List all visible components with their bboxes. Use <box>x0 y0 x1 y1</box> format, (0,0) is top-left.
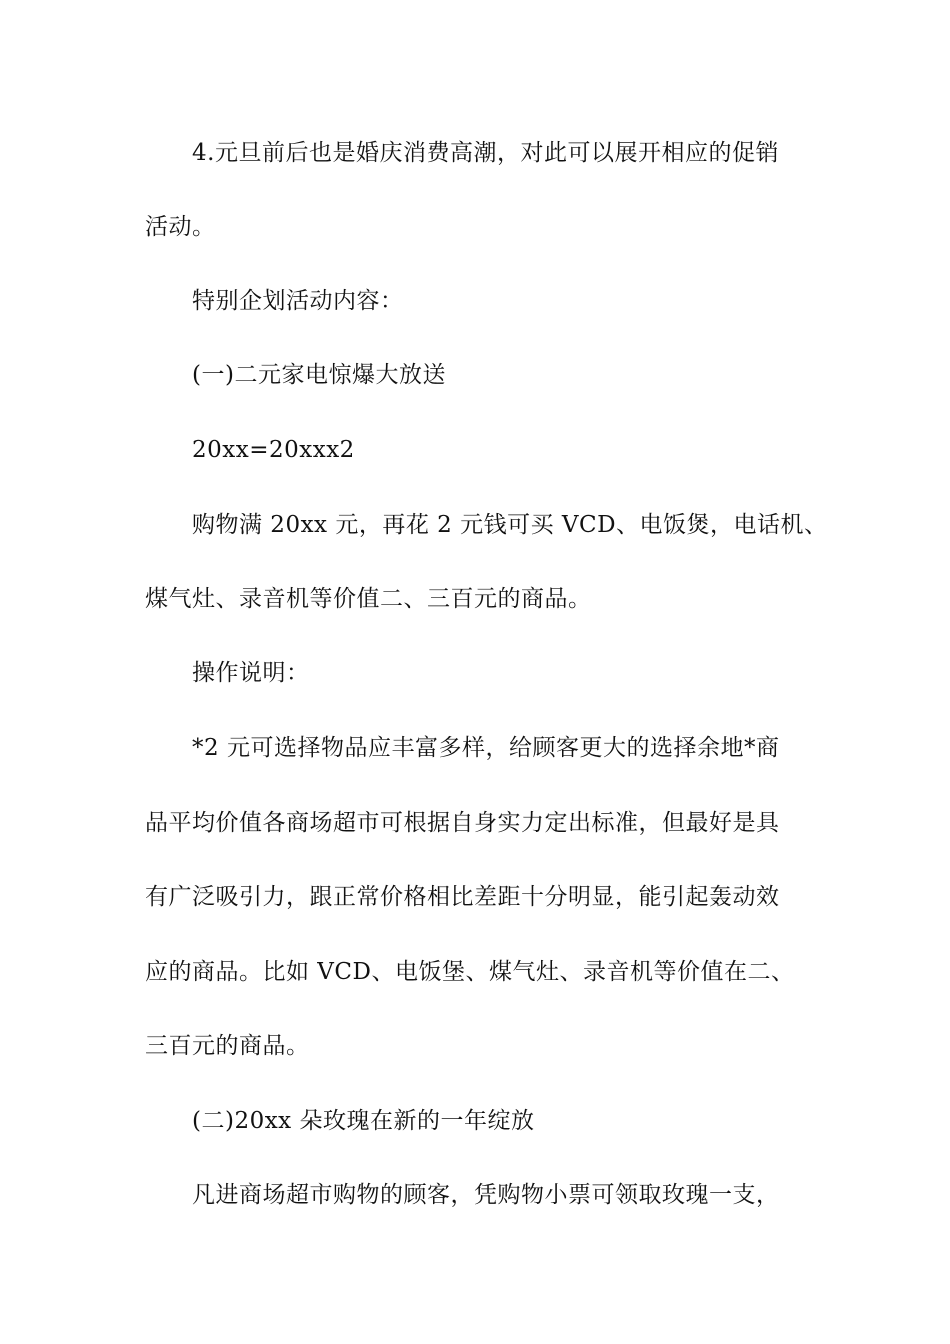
paragraph-line: 20xx=20xxx2 <box>192 437 355 463</box>
section-heading: (一)二元家电惊爆大放送 <box>192 362 446 388</box>
section-heading: (二)20xx 朵玫瑰在新的一年绽放 <box>192 1108 535 1134</box>
paragraph-line: 活动。 <box>145 214 216 240</box>
paragraph-line: 4.元旦前后也是婚庆消费高潮，对此可以展开相应的促销 <box>192 140 779 166</box>
paragraph-line: 应的商品。比如 VCD、电饭堡、煤气灶、录音机等价值在二、 <box>145 959 795 985</box>
paragraph-line: *2 元可选择物品应丰富多样，给顾客更大的选择余地*商 <box>192 735 780 761</box>
paragraph-line: 有广泛吸引力，跟正常价格相比差距十分明显，能引起轰动效 <box>145 884 780 910</box>
paragraph-line: 凡进商场超市购物的顾客，凭购物小票可领取玫瑰一支， <box>192 1182 780 1208</box>
section-heading: 操作说明： <box>192 660 310 686</box>
section-heading: 特别企划活动内容： <box>192 288 404 314</box>
paragraph-line: 购物满 20xx 元，再花 2 元钱可买 VCD、电饭煲，电话机、 <box>192 512 828 538</box>
paragraph-line: 品平均价值各商场超市可根据自身实力定出标准，但最好是具 <box>145 810 780 836</box>
paragraph-line: 煤气灶、录音机等价值二、三百元的商品。 <box>145 586 592 612</box>
paragraph-line: 三百元的商品。 <box>145 1033 310 1059</box>
